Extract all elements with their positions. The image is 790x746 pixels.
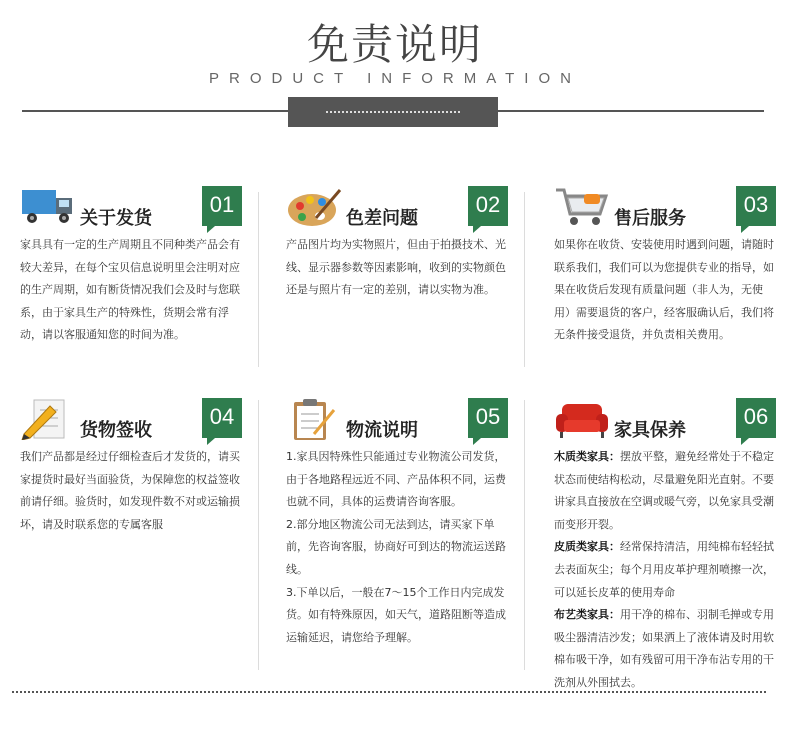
care-text: 经常保持清洁，用纯棉布轻轻拭去表面灰尘；每个月用皮革护理剂喷擦一次，可以延长皮革的使用寿命 bbox=[554, 540, 774, 599]
care-wood bbox=[554, 446, 776, 536]
card-number-badge: 05 bbox=[468, 398, 508, 438]
column-divider bbox=[524, 400, 525, 670]
care-fabric bbox=[554, 604, 776, 694]
card-body bbox=[554, 234, 776, 347]
card-title: 售后服务 bbox=[614, 208, 686, 229]
card-body bbox=[286, 446, 508, 649]
card-paragraph: 2.部分地区物流公司无法到达，请买家下单前，先咨询客服，协商好可到达的物流运送路线。 bbox=[286, 517, 506, 576]
card-title: 色差问题 bbox=[346, 208, 418, 229]
card-title: 物流说明 bbox=[346, 420, 418, 441]
care-label: 布艺类家具： bbox=[554, 608, 620, 622]
card-paragraph: 1.家具因特殊性只能通过专业物流公司发货，由于各地路程远近不同、产品体积不同，运费也就不同，具体的运费请咨询客服。 bbox=[286, 450, 506, 509]
delivery-truck-icon bbox=[20, 186, 76, 228]
page-subtitle: PRODUCT INFORMATION bbox=[209, 70, 581, 87]
card-number-badge: 02 bbox=[468, 186, 508, 226]
card-title: 家具保养 bbox=[614, 420, 686, 441]
card-body bbox=[20, 446, 242, 536]
card-paragraph: 3.下单以后，一般在7～15个工作日内完成发货。如有特殊原因，如天气，道路阻断等造成运输延迟，请您给予理解。 bbox=[286, 585, 506, 644]
care-label: 皮质类家具： bbox=[554, 540, 620, 554]
card-number-badge: 01 bbox=[202, 186, 242, 226]
card-paragraph: 我们产品都是经过仔细检查后才发货的，请买家提货时最好当面验货，为保障您的权益签收前请仔细。验货时，如发现件数不对或运输损坏，请及时联系您的专属客服 bbox=[20, 450, 240, 531]
header-tab-bar bbox=[288, 97, 498, 127]
card-number-badge: 03 bbox=[736, 186, 776, 226]
card-paragraph: 家具具有一定的生产周期且不同种类产品会有较大差异，在每个宝贝信息说明里会注明对应的生产周期，如有断货情况我们会及时与您联系，由于家具生产的特殊性，货期会常有浮动，请以客服通知您的时间为准。 bbox=[20, 238, 240, 342]
clipboard-icon bbox=[286, 398, 342, 440]
shopping-cart-icon bbox=[554, 186, 610, 228]
footer-dotted-divider bbox=[12, 691, 766, 693]
care-label: 木质类家具： bbox=[554, 450, 620, 463]
card-paragraph: 如果你在收货、安装使用时遇到问题，请随时联系我们，我们可以为您提供专业的指导，如果在收货后发现有质量问题（非人为，无使用）需要退货的客户，经客服确认后，我们将无条件接受退货，并负责相关费用。 bbox=[554, 238, 774, 342]
card-paragraph: 产品图片均为实物照片，但由于拍摄技术、光线、显示器参数等因素影响，收到的实物颜色还是与照片有一定的差别，请以实物为准。 bbox=[286, 238, 506, 297]
care-text: 用干净的棉布、羽制毛掸或专用吸尘器清洁沙发；如果洒上了液体请及时用软棉布吸干净，如有残留可用干净布沾专用的干洗剂从外围拭去。 bbox=[554, 608, 774, 689]
red-sofa-icon bbox=[554, 398, 610, 440]
card-number-badge: 04 bbox=[202, 398, 242, 438]
checklist-pencil-icon bbox=[20, 398, 76, 440]
paint-palette-icon bbox=[286, 186, 342, 228]
card-number-badge: 06 bbox=[736, 398, 776, 438]
column-divider bbox=[258, 192, 259, 367]
column-divider bbox=[524, 192, 525, 367]
card-body bbox=[286, 234, 508, 302]
care-text: 摆放平整，避免经常处于不稳定状态而使结构松动，尽量避免阳光直射。不要讲家具直接放在空调或暖气旁，以免家具受潮而变形开裂。 bbox=[554, 450, 774, 531]
care-leather bbox=[554, 536, 776, 604]
card-title: 货物签收 bbox=[80, 420, 152, 441]
card-body bbox=[554, 446, 776, 695]
card-body bbox=[20, 234, 242, 347]
card-title: 关于发货 bbox=[80, 208, 152, 229]
page-title: 免责说明 bbox=[306, 20, 483, 69]
column-divider bbox=[258, 400, 259, 670]
